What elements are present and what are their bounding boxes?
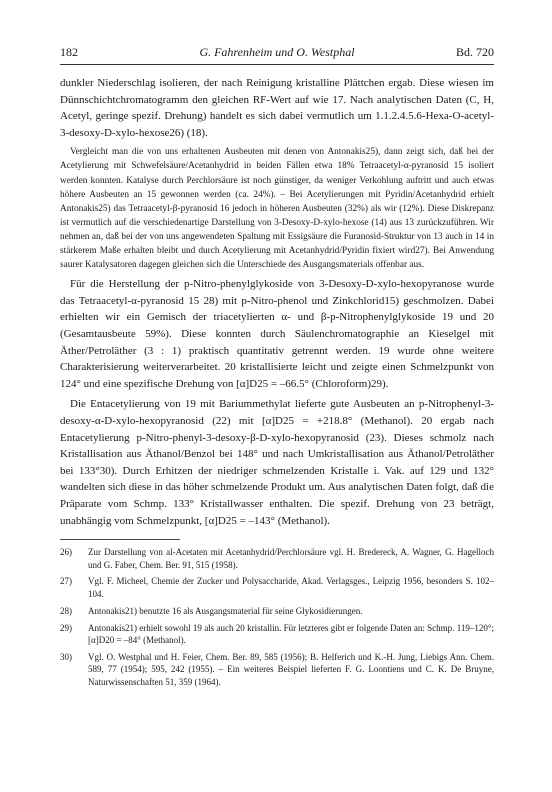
footnote <box>60 605 494 617</box>
footnote <box>60 575 494 600</box>
footnote-number: 28) <box>60 605 72 616</box>
footnote-number: 27) <box>60 576 72 587</box>
footnote-number: 26) <box>60 547 72 558</box>
running-header <box>60 45 494 59</box>
footnote-text: Vgl. O. Westphal und H. Feier, Chem. Ber. 89, 585 (1956); B. Helferich und K.-H. Jung, Liebigs Ann. Chem. 589, 77 (1954); 595, 242 (1955). – Ein weiteres Beispiel lieferten F. G. Loontiens und C. K. De Bruyne, Naturwissenschaften 51, 359 (1964). <box>88 651 494 687</box>
paragraph-4: Die Entacetylierung von 19 mit Bariummethylat lieferte gute Ausbeuten an p-Nitrophenyl-3-desoxy-α-D-xylo-hexopyranosid (22) mit [α]D25 = +218.8° (Methanol). 20 ergab nach Entacetylierung p-Nitro-phenyl-3-desoxy-β-D-xylo-hexopyranosid (23). Dieses schmolz nach Kristallisation aus Äthanol/Benzol bei 148° und nach Umkristallisation aus Äthanol/Petroläther bei 133°30). Durch Erhitzen der niedriger schmelzenden Kristalle i. Vak. auf 129 und 132° wandelten sich diese in das höher schmelzende Produkt um. Aus analytischen Daten folgt, daß die Präparate vom Schmp. 133° Kristallwasser enthalten. Die spezif. Drehung von 23 beträgt, unabhängig vom Schmelzpunkt, [α]D25 = –143° (Methanol). <box>60 398 494 527</box>
article-body <box>60 75 494 693</box>
volume-label: Bd. 720 <box>455 45 494 59</box>
footnote-text: Zur Darstellung von al-Acetaten mit Acetanhydrid/Perchlorsäure vgl. H. Bredereck, A. Wagner, G. Hagelloch und G. Faber, Chem. Ber. 91, 515 (1958). <box>88 547 494 570</box>
footnote-text: Antonakis21) benutzte 16 als Ausgangsmaterial für seine Glykosidierungen. <box>88 605 363 616</box>
footnote-text: Antonakis21) erhielt sowohl 19 als auch 20 kristallin. Für letzteres gibt er folgende Daten an: Schmp. 119–120°; [α]D20 = –84° (Methanol). <box>88 622 494 646</box>
footnote <box>60 651 494 688</box>
header-rule <box>60 64 494 65</box>
footnotes <box>60 546 494 688</box>
paragraph-2-smallprint: Vergleicht man die von uns erhaltenen Ausbeuten mit denen von Antonakis25), dann zeigt sich, daß bei der Acetylierung mit Schwefelsäure/Acetanhydrid in beiden Fällen etwa 18% Tetraacetyl-α-pyranosid 15 isoliert werden konnten. Katalyse durch Perchlorsäure ist noch günstiger, da weniger Verkohlung auftritt und auch etwas höhere Ausbeuten an 15 gewonnen werden (ca. 24%). – Bei Acetylierungen mit Pyridin/Acetanhydrid erhielt Antonakis25) das Tetraacetyl-β-pyranosid 16 jedoch in höheren Ausbeuten (32%) als wir (12%). Diese Diskrepanz ist vermutlich auf die verschiedenartige Darstellung von 3-Desoxy-D-xylo-hexose (14) aus 13 zurückzuführen. Wir nehmen an, daß bei der von uns angewendeten Spaltung mit Essigsäure die Furanosid-Struktur von 13 auch in 14 in stärkerem Maße erhalten bleibt und durch Acetylierung mit Acetanhydrid/Pyridin fixiert wird27). Bei Anwendung saurer Katalysatoren dagegen gleichen sich die Unterschiede des Ausgangsmaterials offenbar aus. <box>60 147 494 271</box>
running-authors: G. Fahrenheim und O. Westphal <box>199 45 355 59</box>
footnote-number: 29) <box>60 622 72 633</box>
footnote <box>60 622 494 647</box>
footnote <box>60 546 494 571</box>
paragraph-1: dunkler Niederschlag isolieren, der nach Reinigung kristalline Plättchen ergab. Diese wiesen im Dünnschichtchromatogramm den gleichen RF-Wert auf wie 17. Nach analytischen Daten (C, H, Acetyl, geringe spezif. Drehung) handelt es sich dabei vermutlich um 1.1.2.4.5.6-Hexa-O-acetyl-3-desoxy-D-xylo-hexose26) (18). <box>60 77 494 139</box>
footnote-text: Vgl. F. Micheel, Chemie der Zucker und Polysaccharide, Akad. Verlagsges., Leipzig 1956, besonders S. 102–104. <box>88 576 494 599</box>
page-number: 182 <box>60 45 78 59</box>
footnote-number: 30) <box>60 651 72 662</box>
footnote-rule <box>60 539 180 540</box>
paragraph-3: Für die Herstellung der p-Nitro-phenylglykoside von 3-Desoxy-D-xylo-hexopyranose wurde das Tetraacetyl-α-pyranosid 15 28) mit p-Nitro-phenol und Zinkchlorid15) geschmolzen. Dabei erhielten wir ein Gemisch der triacetylierten α- und β-p-Nitrophenylglykoside 19 und 20 (Gesamtausbeute 59%). Diese konnten durch Säulenchromatographie an Kieselgel mit Äther/Petroläther (3 : 1) praktisch quantitativ getrennt werden. 19 wurde ohne weitere Charakterisierung weiterverarbeitet. 20 kristallisierte leicht und zeigte einen Schmelzpunkt von 124° und eine spezifische Drehung von [α]D25 = –66.5° (Chloroform)29). <box>60 278 494 390</box>
